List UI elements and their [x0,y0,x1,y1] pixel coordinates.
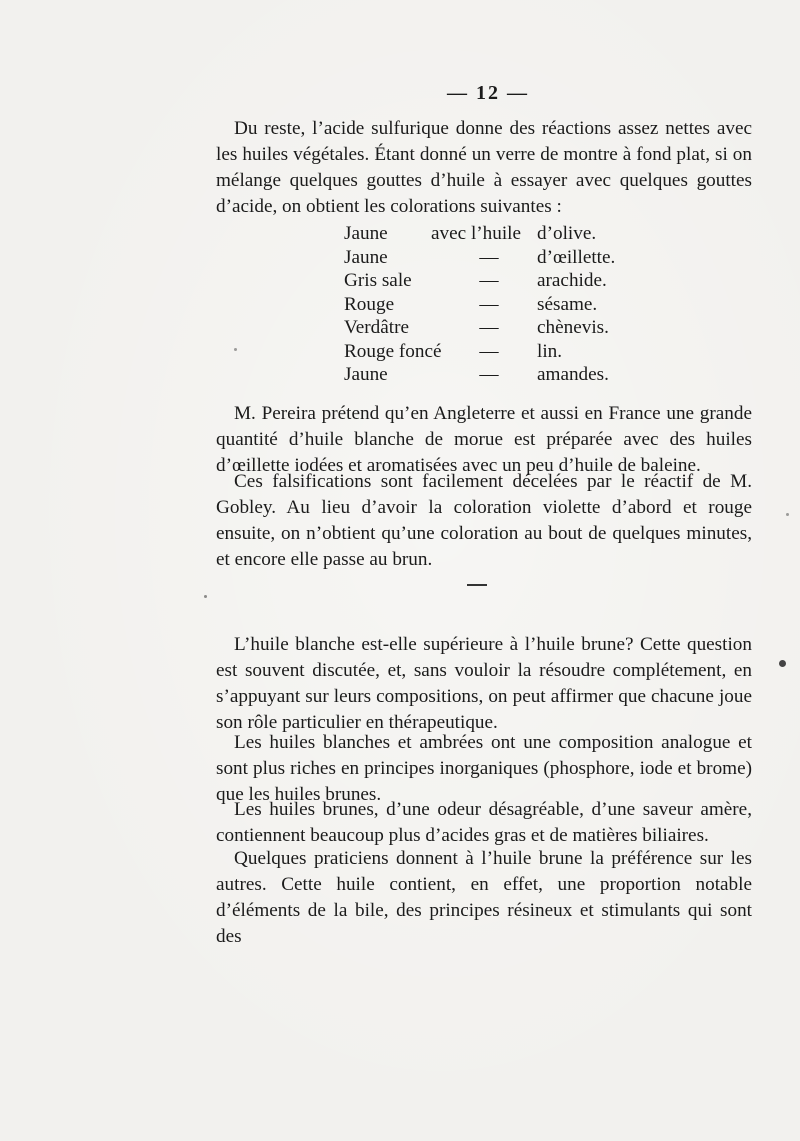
reaction-color: Jaune [344,246,388,268]
reaction-table [344,222,644,387]
reaction-color: Verdâtre [344,317,409,338]
reaction-color: Rouge [344,293,395,315]
reaction-oil: chènevis. [537,317,609,338]
paragraph-blanches: Les huiles blanches et ambrées ont une composition analogue et sont plus riches en principes inorganiques (phosphore, iode et brome) que les huiles brunes. [216,732,752,805]
section-separator [467,584,487,586]
reaction-oil: d’œillette. [537,246,616,268]
reaction-dash: — [479,340,499,362]
ink-spot [779,660,786,667]
page-number: — 12 — [447,82,529,104]
reaction-dash: — [479,246,499,268]
paragraph-praticiens: Quelques praticiens donnent à l’huile brune la préférence sur les autres. Cette huile contient, en effet, une proportion notable d’éléments de la bile, des principes résineux et stimulants qui sont des [216,848,752,947]
reaction-connector: avec l’huile [431,223,522,244]
reaction-row [344,316,644,340]
reaction-dash: — [479,270,499,291]
paragraph-falsifications: Ces falsifications sont facilement décelées par le réactif de M. Gobley. Au lieu d’avoir la coloration violette d’abord et rouge ensuite, on n’obtient qu’une coloration au bout de quelques minutes, et encore elle passe au brun. [216,471,752,570]
reaction-oil: sésame. [537,293,598,315]
reaction-row [344,363,644,387]
reaction-dash: — [479,317,499,338]
reaction-color: Gris sale [344,270,412,291]
reaction-color: Jaune [344,364,388,385]
reaction-row [344,293,644,317]
reaction-row [344,222,644,246]
paragraph-question: L’huile blanche est-elle supérieure à l’huile brune? Cette question est souvent discutée, et, sans vouloir la résoudre complétement, en s’appuyant sur leurs compositions, on peut affirmer que chacune joue son rôle particulier en thérapeutique. [216,634,752,733]
paragraph-brunes: Les huiles brunes, d’une odeur désagréable, d’une saveur amère, contiennent beaucoup plus d’acides gras et de matières biliaires. [216,799,752,846]
paragraph-pereira: M. Pereira prétend qu’en Angleterre et aussi en France une grande quantité d’huile blanche de morue est préparée avec des huiles d’œillette iodées et aromatisées avec un peu d’huile de baleine. [216,403,752,476]
reaction-oil: lin. [537,340,563,362]
ink-spot [786,513,789,516]
reaction-color: Rouge foncé [344,340,442,362]
ink-spot [234,348,237,351]
reaction-oil: amandes. [537,364,609,385]
ink-spot [204,595,207,598]
paragraph-intro: Du reste, l’acide sulfurique donne des réactions assez nettes avec les huiles végétales. Étant donné un verre de montre à fond plat, si on mélange quelques gouttes d’huile à essayer avec quelques gouttes d’acide, on obtient les colorations suivantes : [216,118,752,217]
reaction-oil: d’olive. [537,223,597,244]
reaction-row [344,340,644,364]
reaction-oil: arachide. [537,270,607,291]
reaction-color: Jaune [344,223,388,244]
reaction-dash: — [479,293,499,315]
reaction-row [344,246,644,270]
reaction-row [344,269,644,293]
reaction-dash: — [479,364,499,385]
